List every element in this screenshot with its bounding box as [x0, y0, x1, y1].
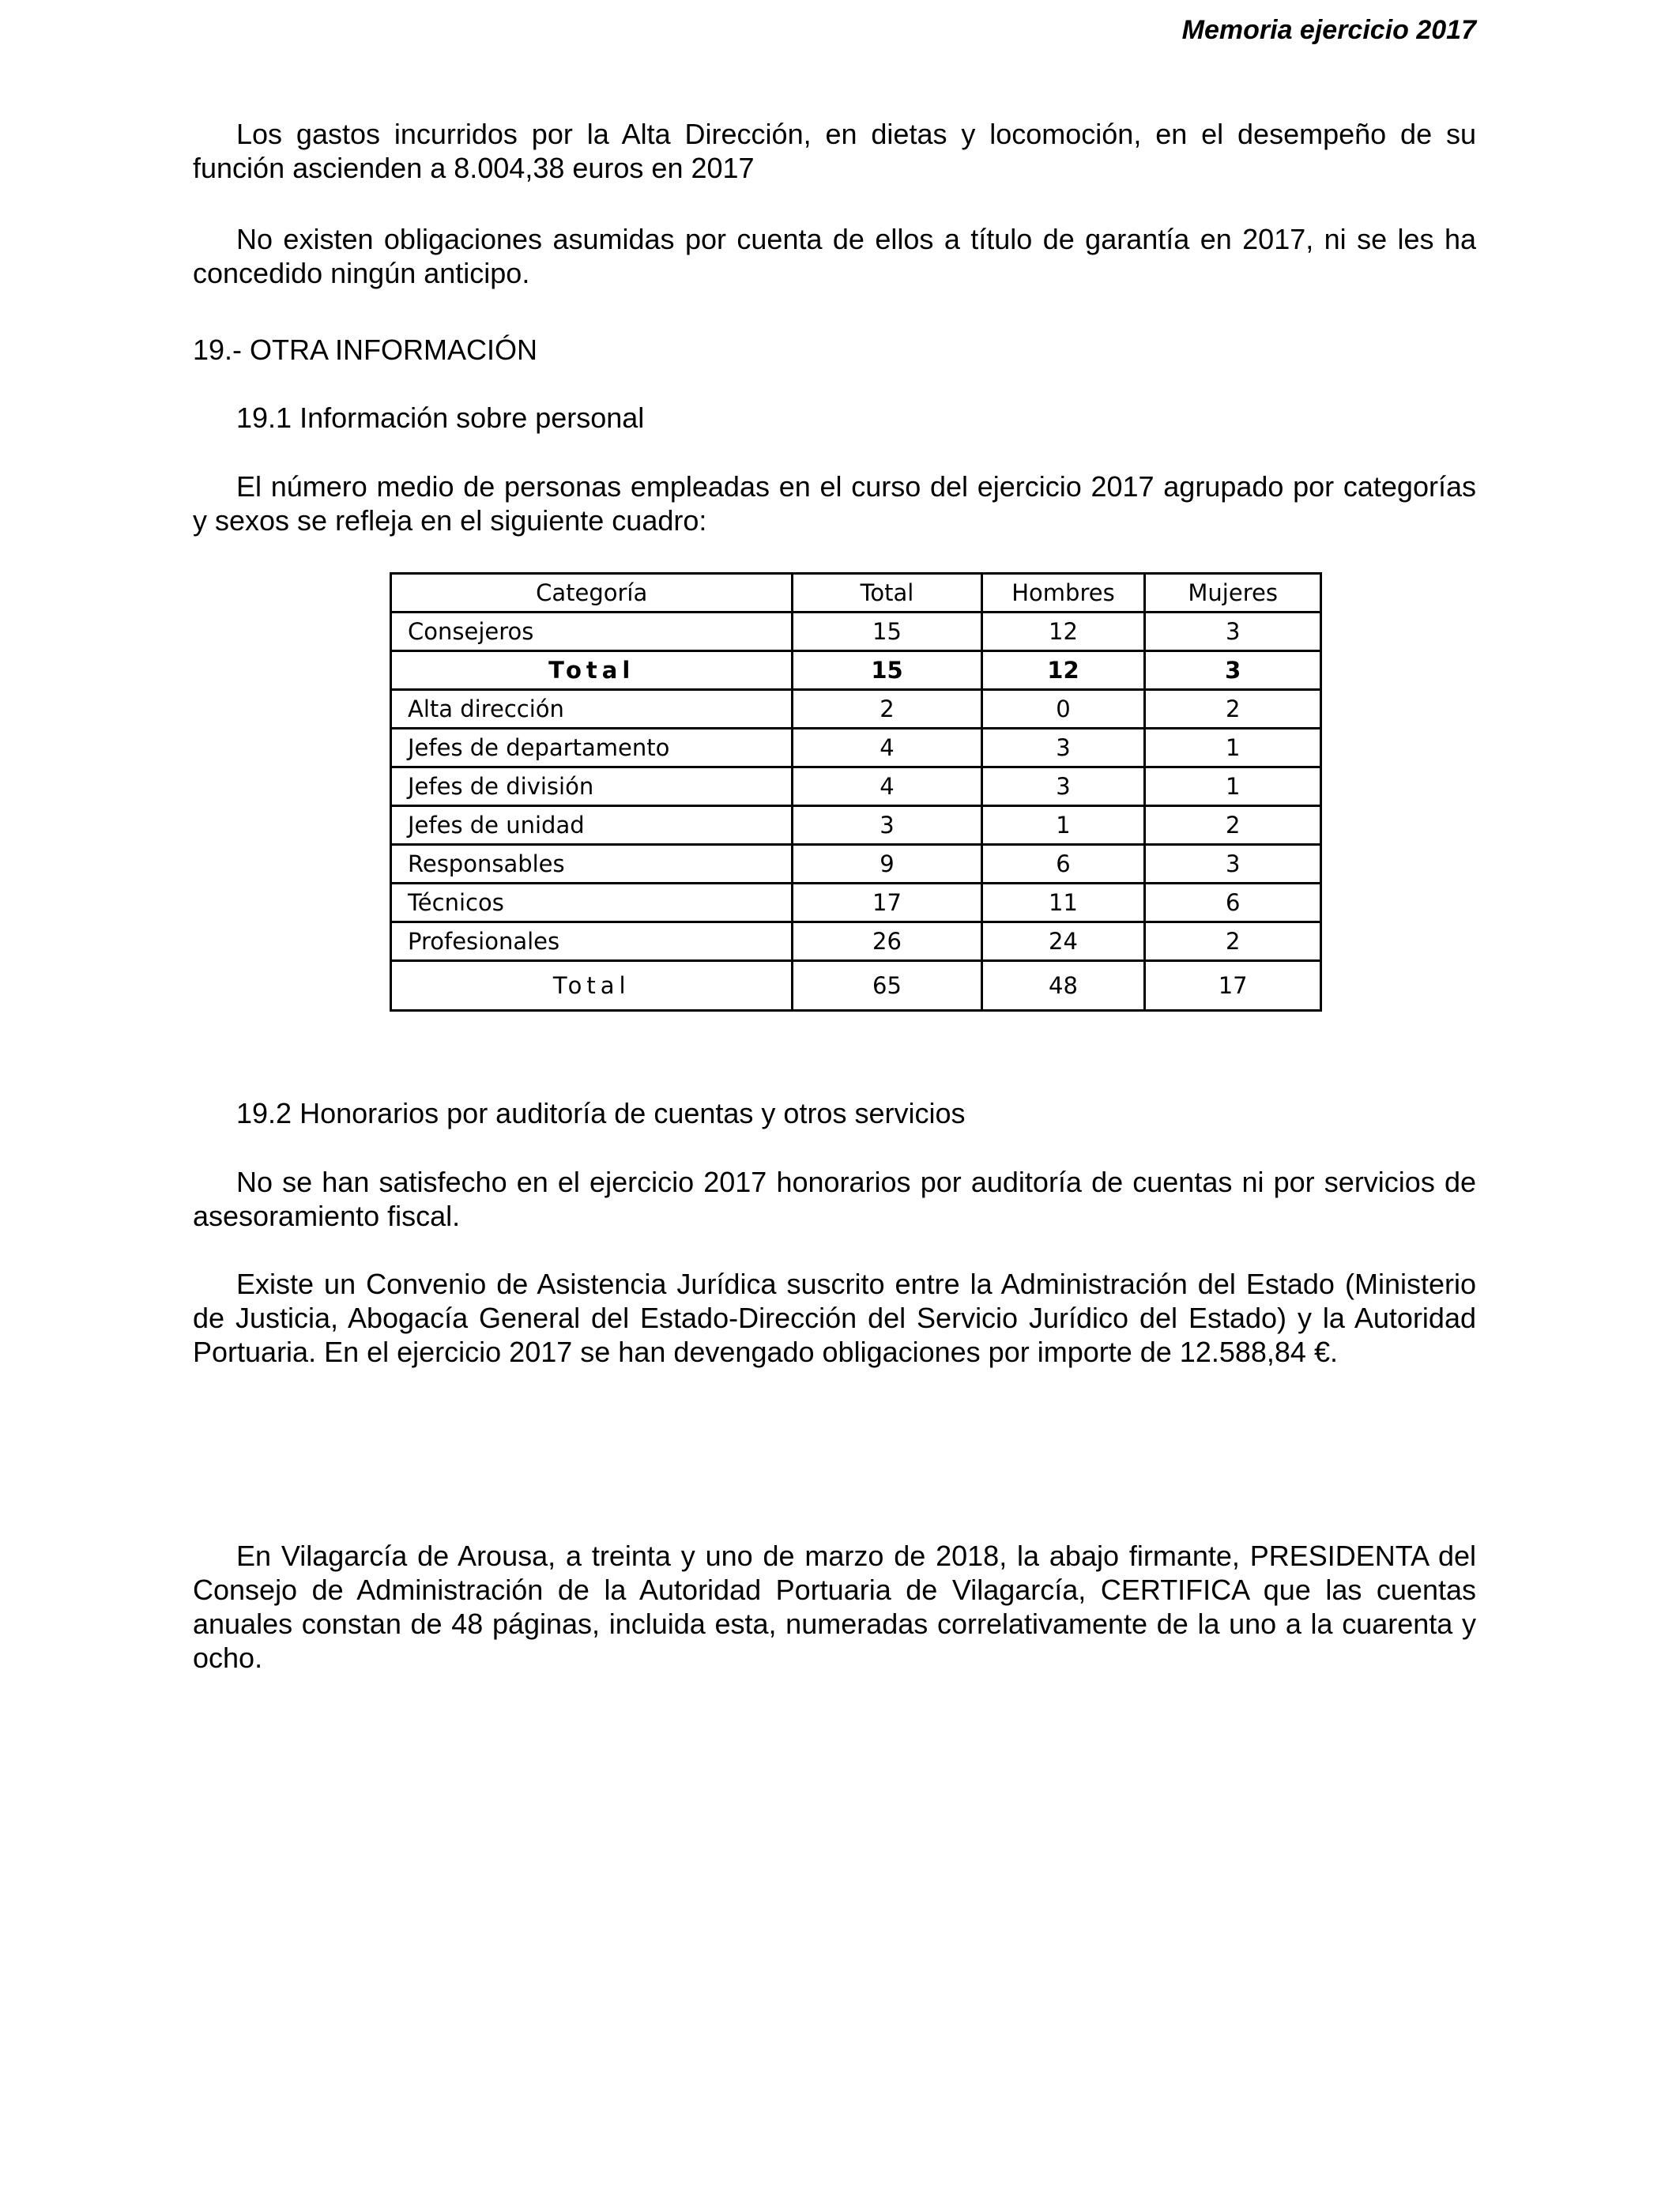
men-cell: 1: [981, 806, 1145, 845]
total-cell: 3: [793, 806, 981, 845]
subheading-audit-fees: 19.2 Honorarios por auditoría de cuentas y otros servicios: [236, 1097, 966, 1129]
total-cell: 4: [793, 729, 981, 767]
women-cell: 3: [1145, 613, 1321, 651]
category-cell: Alta dirección: [391, 690, 793, 729]
category-cell: Total: [391, 651, 793, 690]
column-header: Mujeres: [1145, 574, 1321, 613]
section-heading: 19.- OTRA INFORMACIÓN: [193, 334, 538, 366]
women-cell: 2: [1145, 690, 1321, 729]
staff-table: [390, 572, 1322, 1012]
women-cell: 1: [1145, 767, 1321, 806]
paragraph-no-obligations: No existen obligaciones asumidas por cuenta de ellos a título de garantía en 2017, ni se les ha concedido ningún anticipo.: [193, 223, 1476, 289]
women-cell: 3: [1145, 845, 1321, 884]
men-cell: 3: [981, 729, 1145, 767]
paragraph-staff-intro: El número medio de personas empleadas en el curso del ejercicio 2017 agrupado por categorías y sexos se refleja en el siguiente cuadro:: [193, 470, 1476, 537]
table-row: [391, 613, 1321, 651]
paragraph-no-audit-fees: No se han satisfecho en el ejercicio 2017 honorarios por auditoría de cuentas ni por servicios de asesoramiento fiscal.: [193, 1166, 1476, 1232]
category-cell: Jefes de departamento: [391, 729, 793, 767]
grand-total-row: [391, 961, 1321, 1011]
women-cell: 6: [1145, 884, 1321, 922]
women-cell: 17: [1145, 961, 1321, 1011]
column-header: Total: [793, 574, 981, 613]
total-cell: 15: [793, 613, 981, 651]
category-cell: Jefes de unidad: [391, 806, 793, 845]
table-row: [391, 729, 1321, 767]
category-cell: Técnicos: [391, 884, 793, 922]
table-row: [391, 884, 1321, 922]
total-cell: 15: [793, 651, 981, 690]
page-header: Memoria ejercicio 2017: [1181, 15, 1476, 45]
column-header: Hombres: [981, 574, 1145, 613]
subheading-staff-info: 19.1 Información sobre personal: [236, 401, 645, 434]
category-cell: Consejeros: [391, 613, 793, 651]
men-cell: 3: [981, 767, 1145, 806]
total-cell: 4: [793, 767, 981, 806]
women-cell: 1: [1145, 729, 1321, 767]
men-cell: 24: [981, 922, 1145, 961]
category-cell: Profesionales: [391, 922, 793, 961]
women-cell: 2: [1145, 922, 1321, 961]
total-cell: 2: [793, 690, 981, 729]
paragraph-legal-agreement: Existe un Convenio de Asistencia Jurídica suscrito entre la Administración del Estado (Ministerio de Justicia, Abogacía General del Estado-Dirección del Servicio Jurídico del Estado) y la Autoridad Portuaria. En el ejercicio 2017 se han devengado obligaciones por importe de 12.588,84 €.: [193, 1268, 1476, 1368]
men-cell: 6: [981, 845, 1145, 884]
subtotal-row: [391, 651, 1321, 690]
men-cell: 48: [981, 961, 1145, 1011]
men-cell: 12: [981, 651, 1145, 690]
total-cell: 26: [793, 922, 981, 961]
total-cell: 9: [793, 845, 981, 884]
table-row: [391, 806, 1321, 845]
total-cell: 65: [793, 961, 981, 1011]
table-row: [391, 767, 1321, 806]
table-row: [391, 690, 1321, 729]
category-cell: Jefes de división: [391, 767, 793, 806]
total-cell: 17: [793, 884, 981, 922]
table-row: [391, 922, 1321, 961]
paragraph-certification: En Vilagarcía de Arousa, a treinta y uno de marzo de 2018, la abajo firmante, PRESIDENTA del Consejo de Administración de la Autoridad Portuaria de Vilagarcía, CERTIFICA que las cuentas anuales constan de 48 páginas, incluida esta, numeradas correlativamente de la uno a la cuarenta y ocho.: [193, 1540, 1476, 1674]
women-cell: 2: [1145, 806, 1321, 845]
category-cell: Responsables: [391, 845, 793, 884]
category-cell: Total: [391, 961, 793, 1011]
column-header: Categoría: [391, 574, 793, 613]
women-cell: 3: [1145, 651, 1321, 690]
paragraph-directors-expenses: Los gastos incurridos por la Alta Dirección, en dietas y locomoción, en el desempeño de su función ascienden a 8.004,38 euros en 2017: [193, 118, 1476, 184]
table-header-row: [391, 574, 1321, 613]
men-cell: 11: [981, 884, 1145, 922]
men-cell: 0: [981, 690, 1145, 729]
men-cell: 12: [981, 613, 1145, 651]
table-row: [391, 845, 1321, 884]
